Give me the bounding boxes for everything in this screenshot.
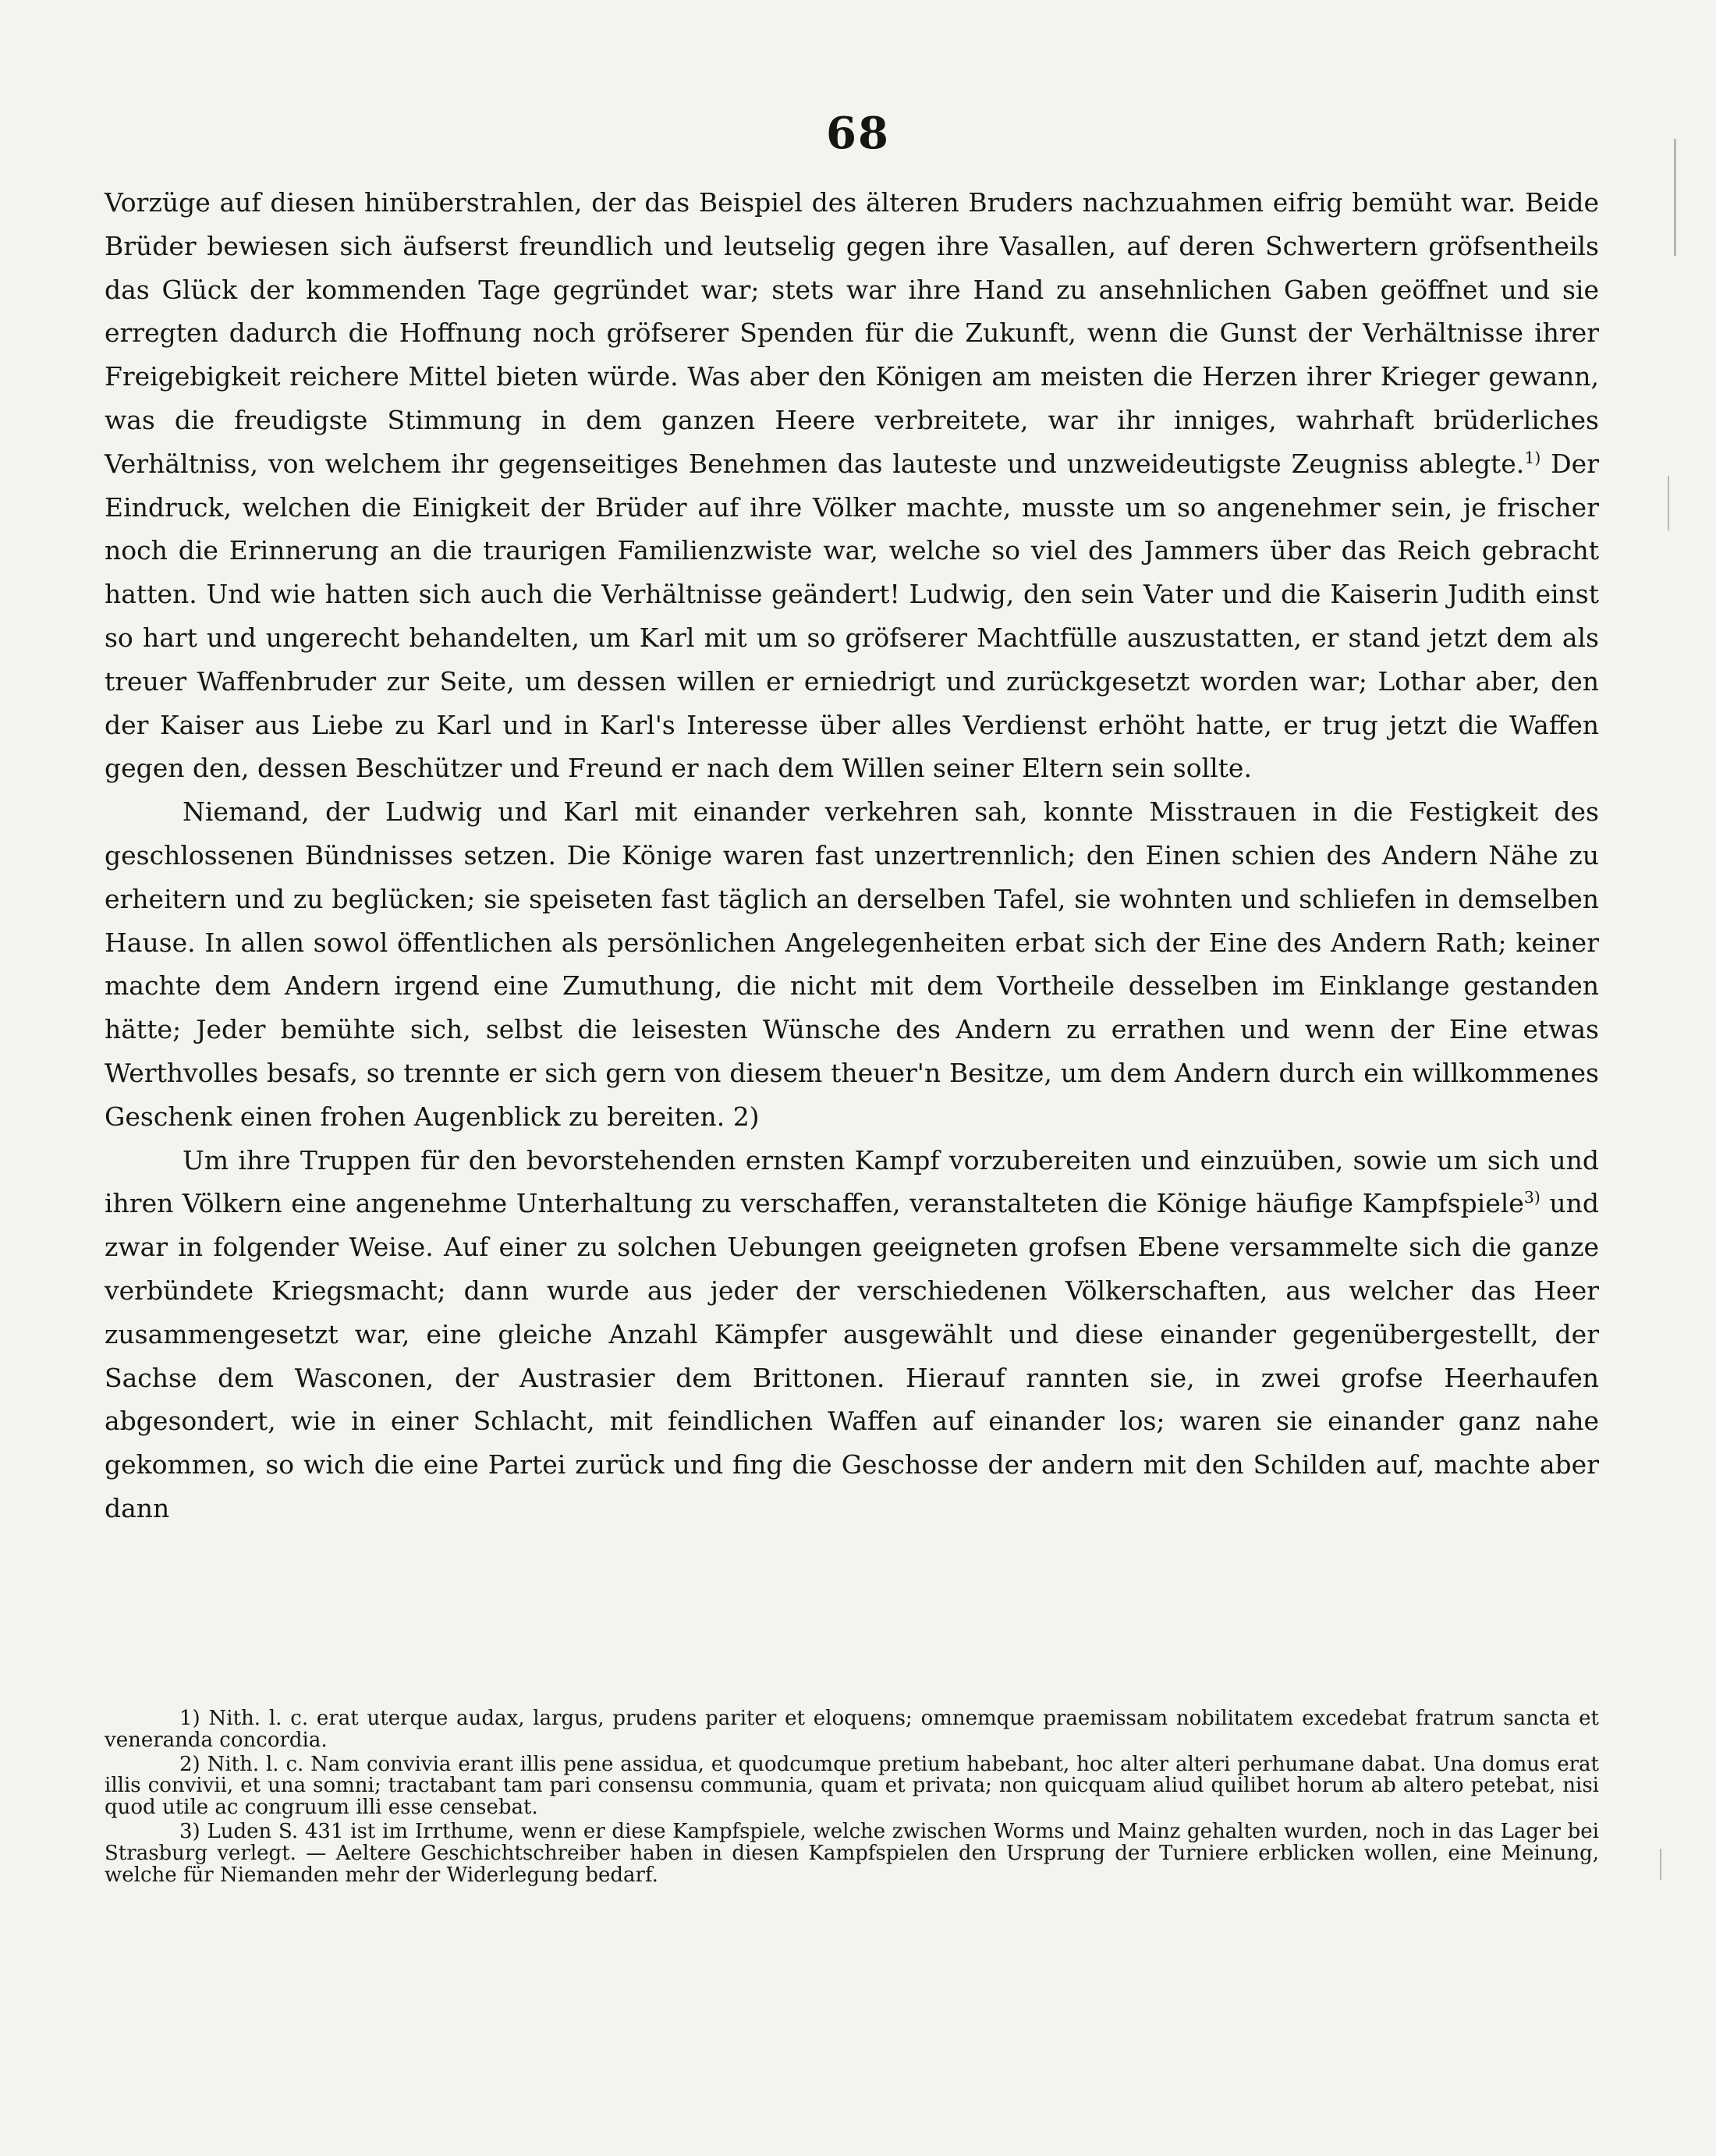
scan-edge-mark (1668, 476, 1669, 530)
scan-edge-mark (1674, 139, 1676, 256)
paragraph-3 (105, 1139, 1599, 1530)
footnote-3: 3) Luden S. 431 ist im Irrthume, wenn er diese Kampfspiele, welche zwischen Worms und Mainz gehalten wurden, noch in das Lager bei Strasburg verlegt. — Aeltere Geschichtschreiber haben in diesen Kampfspielen den Ursprung der Turniere erblicken wollen, eine Meinung, welche für Niemanden mehr der Widerlegung bedarf. (105, 1819, 1599, 1887)
paragraph-1 (105, 181, 1599, 790)
footnote-1: 1) Nith. l. c. erat uterque audax, largus, prudens pariter et eloquens; omnemque praemissam nobilitatem excedebat fratrum sancta et veneranda concordia. (105, 1707, 1599, 1752)
paragraph-3-text-b: und zwar in folgender Weise. Auf einer zu solchen Uebungen geeigneten grofsen Ebene versammelte sich die ganze verbündete Kriegsmacht; dann wurde aus jeder der verschiedenen Völkerschaften, aus welcher das Heer zusammengesetzt war, eine gleiche Anzahl Kämpfer ausgewählt und diese einander gegenübergestellt, der Sachse dem Wasconen, der Austrasier dem Brittonen. Hierauf rannten sie, in zwei grofse Heerhaufen abgesondert, wie in einer Schlacht, mit feindlichen Waffen auf einander los; waren sie einander ganz nahe gekommen, so wich die eine Partei zurück und fing die Geschosse der andern mit den Schilden auf, machte aber dann (105, 1188, 1599, 1523)
footnote-2: 2) Nith. l. c. Nam convivia erant illis pene assidua, et quodcumque pretium habebant, hoc alter alteri perhumane dabat. Una domus erat illis convivii, et una somni; tractabant tam pari consensu communia, quam et privata; non quicquam aliud quilibet horum ab altero petebat, nisi quod utile ac congruum illi esse censebat. (105, 1752, 1599, 1820)
body-text (105, 181, 1599, 1530)
paragraph-2 (105, 790, 1599, 1138)
scan-edge-mark (1660, 1849, 1661, 1880)
page-number: 68 (826, 108, 890, 159)
paragraph-2-text: Niemand, der Ludwig und Karl mit einander verkehren sah, konnte Misstrauen in die Festigkeit des geschlossenen Bündnisses setzen. Die Könige waren fast unzertrennlich; den Einen schien des Andern Nähe zu erheitern und zu beglücken; sie speiseten fast täglich an derselben Tafel, sie wohnten und schliefen in demselben Hause. In allen sowol öffentlichen als persönlichen Angelegenheiten erbat sich der Eine des Andern Rath; keiner machte dem Andern irgend eine Zumuthung, die nicht mit dem Vortheile desselben im Einklange gestanden hätte; Jeder bemühte sich, selbst die leisesten Wünsche des Andern zu errathen und wenn der Eine etwas Werthvolles besafs, so trennte er sich gern von diesem theuer'n Besitze, um dem Andern durch ein willkommenes Geschenk einen frohen Augenblick zu bereiten. (105, 796, 1599, 1132)
paragraph-1-text-b: Der Eindruck, welchen die Einigkeit der Brüder auf ihre Völker machte, musste um so angenehmer sein, je frischer noch die Erinnerung an die traurigen Familienzwiste war, welche so viel des Jammers über das Reich gebracht hatten. Und wie hatten sich auch die Verhältnisse geändert! Ludwig, den sein Vater und die Kaiserin Judith einst so hart und ungerecht behandelten, um Karl mit um so gröfserer Machtfülle auszustatten, er stand jetzt dem als treuer Waffenbruder zur Seite, um dessen willen er erniedrigt und zurückgesetzt worden war; Lothar aber, den der Kaiser aus Liebe zu Karl und in Karl's Interesse über alles Verdienst erhöht hatte, er trug jetzt die Waffen gegen den, dessen Beschützer und Freund er nach dem Willen seiner Eltern sein sollte. (105, 448, 1599, 784)
footnotes (105, 1708, 1599, 1888)
footnote-ref-3: 3) (1523, 1188, 1540, 1207)
paragraph-3-text-a: Um ihre Truppen für den bevorstehenden ernsten Kampf vorzubereiten und einzuüben, sowie um sich und ihren Völkern eine angenehme Unterhaltung zu verschaffen, veranstalteten die Könige häufige Kampfspiele (105, 1144, 1599, 1219)
footnote-ref-1: 1) (1524, 448, 1541, 467)
footnote-ref-2: 2) (732, 1101, 760, 1132)
paragraph-1-text-a: Vorzüge auf diesen hinüberstrahlen, der das Beispiel des älteren Bruders nachzuahmen eifrig bemüht war. Beide Brüder bewiesen sich äufserst freundlich und leutselig gegen ihre Vasallen, auf deren Schwertern gröfsentheils das Glück der kommenden Tage gegründet war; stets war ihre Hand zu ansehnlichen Gaben geöffnet und sie erregten dadurch die Hoffnung noch gröfserer Spenden für die Zukunft, wenn die Gunst der Verhältnisse ihrer Freigebigkeit reichere Mittel bieten würde. Was aber den Königen am meisten die Herzen ihrer Krieger gewann, was die freudigste Stimmung in dem ganzen Heere verbreitete, war ihr inniges, wahrhaft brüderliches Verhältniss, von welchem ihr gegenseitiges Benehmen das lauteste und unzweideutigste Zeugniss ablegte. (105, 187, 1599, 479)
